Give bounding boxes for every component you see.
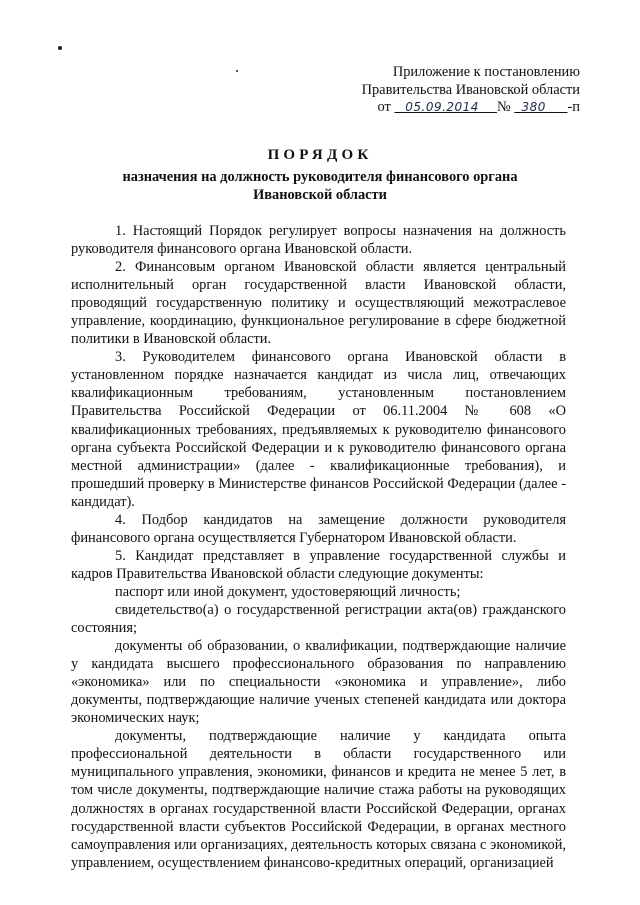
title-subline-1: назначения на должность руководителя финансового органа xyxy=(122,168,518,185)
handwritten-date: 05.09.2014 xyxy=(405,100,479,114)
appendix-line-2: Правительства Ивановской области xyxy=(361,81,580,98)
paragraph: документы, подтверждающие наличие у кандидата опыта профессиональной деятельности в области государственного или муниципального управления, экономики, финансов и кредита не менее 5 лет, в том числе документы, подтверждающие наличие стажа работы на руководящих должностях в органах государственной власти Российской Федерации, органах государственной власти субъектов Российской Федерации, в органах местного самоуправления или организациях, деятельность которых связана с экономикой, управлением, осуществлением финансово-кредитных операций, организацией xyxy=(71,728,566,871)
number-suffix: -п xyxy=(567,99,580,115)
handwritten-number: 380 xyxy=(521,100,546,114)
document-title: ПОРЯДОК xyxy=(267,147,373,163)
document-title-block xyxy=(60,146,580,205)
document-body xyxy=(71,222,566,872)
paragraph: 2. Финансовым органом Ивановской области является центральный исполнительный орган государственной власти Ивановской области, проводящий государственную политику и осуществляющий межотраслевое управление, координацию, функциональное регулирование в сфере бюджетной политики в Ивановской области. xyxy=(71,259,566,348)
scan-speck xyxy=(58,46,62,50)
paragraph: 1. Настоящий Порядок регулирует вопросы назначения на должность руководителя финансового органа Ивановской области. xyxy=(71,223,566,258)
appendix-header xyxy=(320,64,580,117)
paragraph: паспорт или иной документ, удостоверяющий личность; xyxy=(115,583,461,600)
paragraph: 3. Руководителем финансового органа Ивановской области в установленном порядке назначается кандидат из числа лиц, отвечающих квалификационным требованиям, установленным постановлением Правительства Российской Федерации от 06.11.2004 № 608 «О квалификационных требованиях, предъявляемых к руководителю финансового органа субъекта Российской Федерации и к руководителю финансового органа местной администрации» (далее - квалификационные требования), и прошедший проверку в Министерстве финансов Российской Федерации (далее - кандидат). xyxy=(71,349,566,510)
appendix-line-1: Приложение к постановлению xyxy=(392,64,580,80)
date-prefix: от xyxy=(377,99,391,115)
number-sign: № xyxy=(496,99,511,115)
paragraph: 5. Кандидат представляет в управление государственной службы и кадров Правительства Ивановской области следующие документы: xyxy=(71,547,566,582)
appendix-line-3 xyxy=(320,99,580,117)
scan-speck xyxy=(236,70,238,72)
paragraph: 4. Подбор кандидатов на замещение должности руководителя финансового органа осуществляется Губернатором Ивановской области. xyxy=(71,511,566,546)
paragraph: документы об образовании, о квалификации, подтверждающие наличие у кандидата высшего профессионального образования по направлению «экономика» или по специальности «экономика и управление», либо документы, подтверждающие наличие ученых степеней кандидата или доктора экономических наук; xyxy=(71,638,566,727)
title-subline-2: Ивановской области xyxy=(253,187,387,203)
paragraph: свидетельство(а) о государственной регистрации акта(ов) гражданского состояния; xyxy=(71,601,566,637)
